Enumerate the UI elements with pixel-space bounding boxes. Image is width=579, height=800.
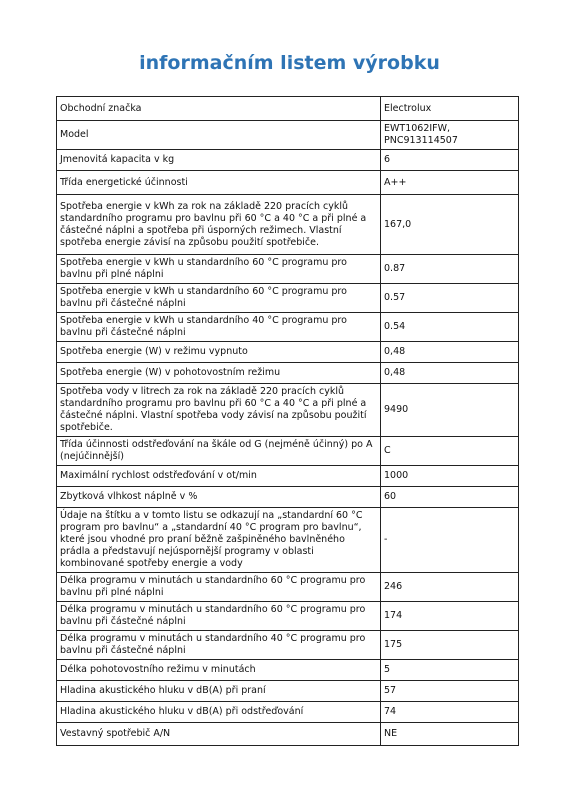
row-label: Délka programu v minutách u standardního 60 °C programu pro bavlnu při částečné náplni	[57, 602, 381, 631]
table-row	[57, 121, 519, 150]
table-row	[57, 313, 519, 342]
row-label: Jmenovitá kapacita v kg	[57, 150, 381, 171]
row-value: C	[381, 437, 519, 466]
row-value: EWT1062IFW, PNC913114507	[381, 121, 519, 150]
row-label: Třída účinnosti odstřeďování na škále od G (nejméně účinný) po A (nejúčinnější)	[57, 437, 381, 466]
row-value: 0.87	[381, 255, 519, 284]
row-label: Spotřeba energie v kWh u standardního 60 °C programu pro bavlnu při částečné náplni	[57, 284, 381, 313]
table-row	[57, 97, 519, 121]
row-value: 5	[381, 660, 519, 681]
row-label: Spotřeba energie v kWh u standardního 40 °C programu pro bavlnu při částečné náplni	[57, 313, 381, 342]
row-label: Spotřeba energie (W) v pohotovostním režimu	[57, 363, 381, 384]
page-title: informačním listem výrobku	[139, 52, 440, 74]
row-value: 9490	[381, 384, 519, 437]
row-value: 0,48	[381, 342, 519, 363]
table-row	[57, 171, 519, 195]
row-label: Spotřeba vody v litrech za rok na základě 220 pracích cyklů standardního programu pro bavlnu při 60 °C a 40 °C a při plné a částečné náplni. Vlastní spotřeba vody závisí na způsobu použití spotřebiče.	[57, 384, 381, 437]
table-row	[57, 466, 519, 487]
row-label: Spotřeba energie v kWh za rok na základě 220 pracích cyklů standardního programu pro bavlnu při 60 °C a 40 °C a při plné a částečné náplni a spotřeba při úsporných režimech. Vlastní spotřeba energie závisí na způsobu použití spotřebiče.	[57, 195, 381, 255]
product-info-table	[56, 96, 519, 746]
row-value: 175	[381, 631, 519, 660]
table-row	[57, 631, 519, 660]
row-label: Třída energetické účinnosti	[57, 171, 381, 195]
row-value: 167,0	[381, 195, 519, 255]
row-label: Délka programu v minutách u standardního 40 °C programu pro bavlnu při částečné náplni	[57, 631, 381, 660]
row-label: Délka pohotovostního režimu v minutách	[57, 660, 381, 681]
row-value: A++	[381, 171, 519, 195]
row-label: Obchodní značka	[57, 97, 381, 121]
row-value: -	[381, 508, 519, 573]
row-label: Model	[57, 121, 381, 150]
row-value: 1000	[381, 466, 519, 487]
row-value: 6	[381, 150, 519, 171]
table-row	[57, 723, 519, 746]
table-row	[57, 195, 519, 255]
table-row	[57, 573, 519, 602]
row-value: 57	[381, 681, 519, 702]
table-row	[57, 363, 519, 384]
row-label: Maximální rychlost odstřeďování v ot/min	[57, 466, 381, 487]
table-row	[57, 487, 519, 508]
table-row	[57, 255, 519, 284]
table-row	[57, 702, 519, 723]
row-value: 74	[381, 702, 519, 723]
table-row	[57, 150, 519, 171]
table-row	[57, 284, 519, 313]
table-row	[57, 384, 519, 437]
table-row	[57, 508, 519, 573]
table-row	[57, 602, 519, 631]
table-row	[57, 437, 519, 466]
row-label: Spotřeba energie (W) v režimu vypnuto	[57, 342, 381, 363]
row-label: Hladina akustického hluku v dB(A) při praní	[57, 681, 381, 702]
row-label: Spotřeba energie v kWh u standardního 60 °C programu pro bavlnu při plné náplni	[57, 255, 381, 284]
row-value: 174	[381, 602, 519, 631]
table-row	[57, 342, 519, 363]
table-row	[57, 660, 519, 681]
row-value: 0.54	[381, 313, 519, 342]
row-value: 0,48	[381, 363, 519, 384]
row-label: Vestavný spotřebič A/N	[57, 723, 381, 746]
row-value: Electrolux	[381, 97, 519, 121]
row-label: Délka programu v minutách u standardního 60 °C programu pro bavlnu při plné náplni	[57, 573, 381, 602]
row-label: Údaje na štítku a v tomto listu se odkazují na „standardní 60 °C program pro bavlnu“ a „standardní 40 °C program pro bavlnu“, které jsou vhodné pro praní běžně zašpiněného bavlněného prádla a představují nejúspornější programy v oblasti kombinované spotřeby energie a vody	[57, 508, 381, 573]
row-value: NE	[381, 723, 519, 746]
table-row	[57, 681, 519, 702]
row-value: 246	[381, 573, 519, 602]
row-label: Hladina akustického hluku v dB(A) při odstřeďování	[57, 702, 381, 723]
row-value: 0.57	[381, 284, 519, 313]
row-label: Zbytková vlhkost náplně v %	[57, 487, 381, 508]
row-value: 60	[381, 487, 519, 508]
